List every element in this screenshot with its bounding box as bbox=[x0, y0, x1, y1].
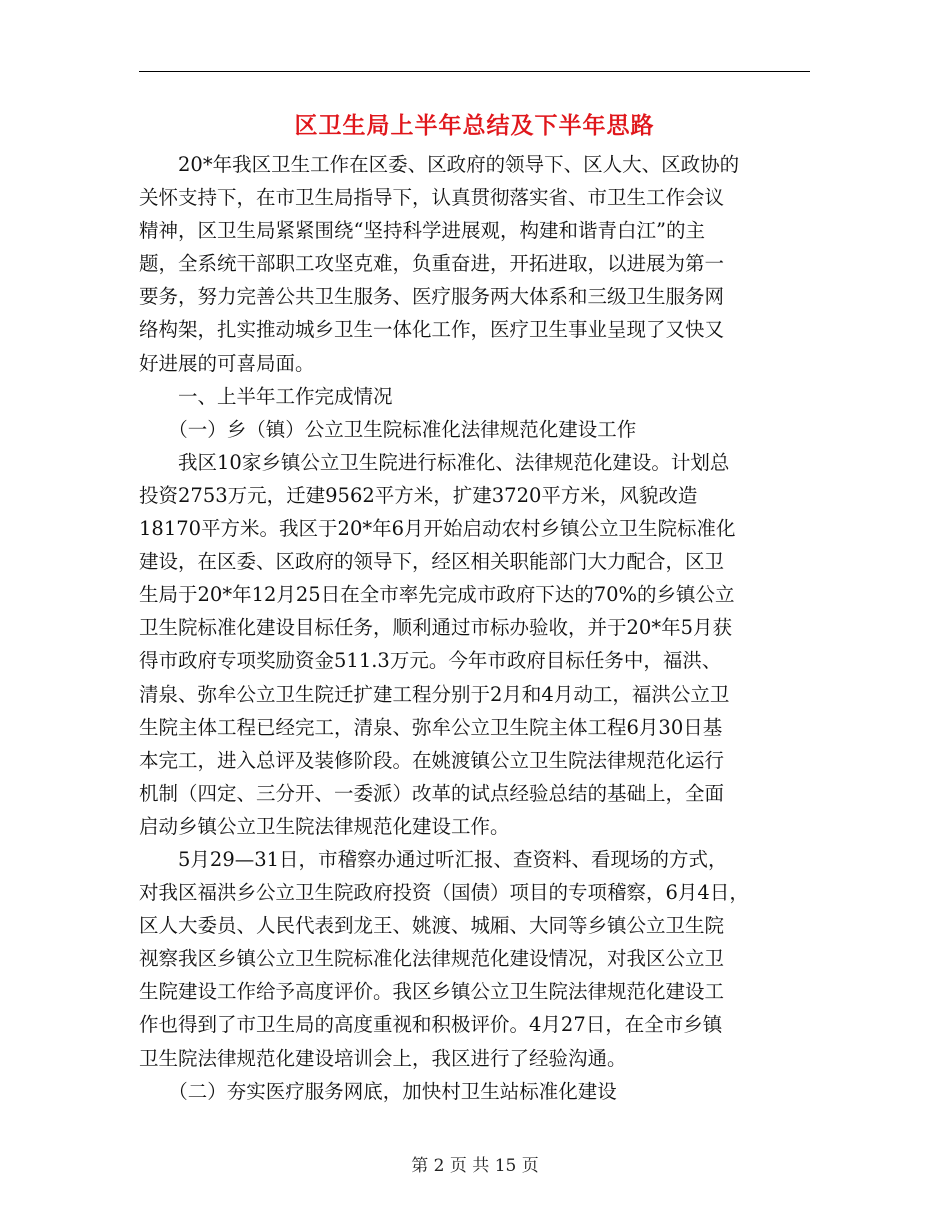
text-line: （一）乡（镇）公立卫生院标准化法律规范化建设工作 bbox=[139, 417, 637, 441]
text-line: 视察我区乡镇公立卫生院标准化法律规范化建设情况，对我区公立卫 bbox=[139, 947, 725, 971]
text-line: 启动乡镇公立卫生院法律规范化建设工作。 bbox=[139, 814, 510, 838]
text-line: 生院主体工程已经完工，清泉、弥牟公立卫生院主体工程6月30日基 bbox=[139, 715, 723, 739]
text-line: 题，全系统干部职工攻坚克难，负重奋进，开拓进取，以进展为第一 bbox=[139, 252, 725, 276]
header-rule bbox=[139, 71, 810, 72]
text-line: 一、上半年工作完成情况 bbox=[139, 384, 393, 408]
text-line: 投资2753万元，迁建9562平方米，扩建3720平方米，风貌改造 bbox=[139, 483, 698, 507]
text-line: 生院建设工作给予高度评价。我区乡镇公立卫生院法律规范化建设工 bbox=[139, 980, 725, 1004]
text-line: 对我区福洪乡公立卫生院政府投资（国债）项目的专项稽察，6月4日， bbox=[139, 881, 749, 905]
text-line: 关怀支持下，在市卫生局指导下，认真贯彻落实省、市卫生工作会议 bbox=[139, 186, 725, 210]
text-line: 得市政府专项奖励资金511.3万元。今年市政府目标任务中，福洪、 bbox=[139, 649, 722, 673]
text-line: 卫生院标准化建设目标任务，顺利通过市标办验收，并于20*年5月获 bbox=[139, 616, 732, 640]
text-line: 精神，区卫生局紧紧围绕“坚持科学进展观，构建和谐青白江”的主 bbox=[139, 219, 705, 243]
document-title: 区卫生局上半年总结及下半年思路 bbox=[294, 112, 655, 139]
text-line: 我区10家乡镇公立卫生院进行标准化、法律规范化建设。计划总 bbox=[139, 450, 730, 474]
document-body bbox=[139, 148, 799, 1108]
text-line: 5月29—31日，市稽察办通过听汇报、查资料、看现场的方式， bbox=[139, 847, 728, 871]
text-line: 机制（四定、三分开、一委派）改革的试点经验总结的基础上，全面 bbox=[139, 781, 725, 805]
text-line: 区人大委员、人民代表到龙王、姚渡、城厢、大同等乡镇公立卫生院 bbox=[139, 914, 725, 938]
text-line: 18170平方米。我区于20*年6月开始启动农村乡镇公立卫生院标准化 bbox=[139, 517, 736, 541]
text-line: 络构架，扎实推动城乡卫生一体化工作，医疗卫生事业呈现了又快又 bbox=[139, 318, 725, 342]
text-line: （二）夯实医疗服务网底，加快村卫生站标准化建设 bbox=[139, 1079, 617, 1103]
text-line: 生局于20*年12月25日在全市率先完成市政府下达的70%的乡镇公立 bbox=[139, 583, 735, 607]
text-line: 好进展的可喜局面。 bbox=[139, 351, 315, 375]
page-footer: 第 2 页 共 15 页 bbox=[411, 1156, 539, 1176]
text-line: 本完工，进入总评及装修阶段。在姚渡镇公立卫生院法律规范化运行 bbox=[139, 748, 725, 772]
text-line: 卫生院法律规范化建设培训会上，我区进行了经验沟通。 bbox=[139, 1046, 627, 1070]
text-line: 清泉、弥牟公立卫生院迁扩建工程分别于2月和4月动工，福洪公立卫 bbox=[139, 682, 730, 706]
text-line: 建设，在区委、区政府的领导下，经区相关职能部门大力配合，区卫 bbox=[139, 550, 725, 574]
text-line: 20*年我区卫生工作在区委、区政府的领导下、区人大、区政协的 bbox=[139, 153, 740, 176]
text-line: 要务，努力完善公共卫生服务、医疗服务两大体系和三级卫生服务网 bbox=[139, 285, 725, 309]
text-line: 作也得到了市卫生局的高度重视和积极评价。4月27日，在全市乡镇 bbox=[139, 1013, 723, 1037]
